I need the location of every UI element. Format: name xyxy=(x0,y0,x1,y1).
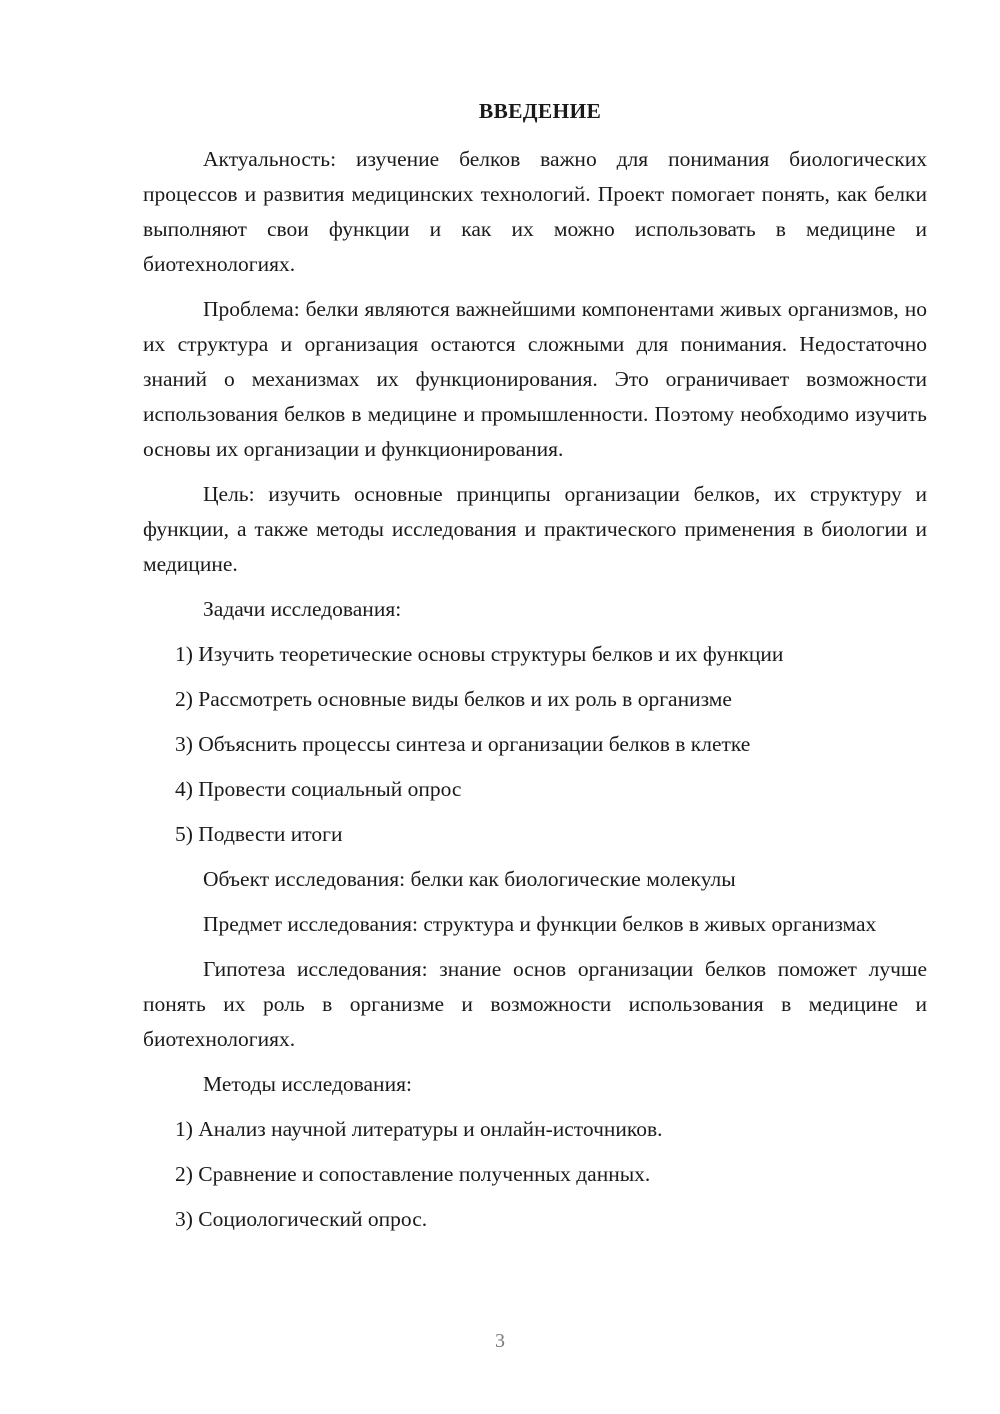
task-item: 3) Объяснить процессы синтеза и организации белков в клетке xyxy=(175,732,751,756)
relevance-paragraph: Актуальность: изучение белков важно для понимания биологических процессов и развития медицинских технологий. Проект помогает понять, как белки выполняют свои функции и как их можно использовать в медицине и биотехнологиях. xyxy=(143,147,927,276)
task-item: 5) Подвести итоги xyxy=(175,822,343,846)
object-line: Объект исследования: белки как биологические молекулы xyxy=(203,867,736,891)
tasks-list xyxy=(143,637,927,852)
task-item: 1) Изучить теоретические основы структуры белков и их функции xyxy=(175,642,784,666)
methods-list xyxy=(143,1112,927,1237)
method-item: 2) Сравнение и сопоставление полученных данных. xyxy=(175,1162,651,1186)
goal-paragraph: Цель: изучить основные принципы организации белков, их структуру и функции, а также методы исследования и практического применения в биологии и медицине. xyxy=(143,482,927,576)
problem-paragraph: Проблема: белки являются важнейшими компонентами живых организмов, но их структура и организация остаются сложными для понимания. Недостаточно знаний о механизмах их функционирования. Это ограничивает возможности использования белков в медицине и промышленности. Поэтому необходимо изучить основы их организации и функционирования. xyxy=(143,297,927,461)
page-number: 3 xyxy=(495,1330,505,1352)
task-item: 2) Рассмотреть основные виды белков и их роль в организме xyxy=(175,687,732,711)
method-item: 1) Анализ научной литературы и онлайн-источников. xyxy=(175,1117,663,1141)
methods-heading: Методы исследования: xyxy=(203,1072,412,1096)
task-item: 4) Провести социальный опрос xyxy=(175,777,462,801)
subject-paragraph: Предмет исследования: структура и функции белков в живых организмах xyxy=(203,912,877,936)
tasks-heading: Задачи исследования: xyxy=(203,597,402,621)
document-title: ВВЕДЕНИЕ xyxy=(478,99,602,123)
method-item: 3) Социологический опрос. xyxy=(175,1207,428,1231)
document-page xyxy=(143,96,927,1247)
hypothesis-paragraph: Гипотеза исследования: знание основ организации белков поможет лучше понять их роль в организме и возможности использования в медицине и биотехнологиях. xyxy=(143,957,927,1051)
